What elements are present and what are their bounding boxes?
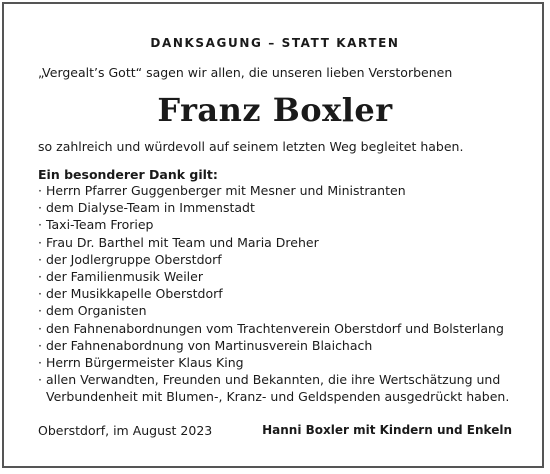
list-item: · der Musikkapelle Oberstdorf bbox=[38, 286, 223, 302]
thanks-heading: Ein besonderer Dank gilt: bbox=[38, 167, 218, 182]
intro-line: „Vergealt’s Gott“ sagen wir allen, die unseren lieben Verstorbenen bbox=[38, 65, 453, 80]
after-name-line: so zahlreich und würdevoll auf seinem letzten Weg begleitet haben. bbox=[38, 139, 464, 154]
list-item: · der Fahnenabordnung von Martinusverein Blaichach bbox=[38, 337, 373, 353]
list-item: · der Jodlergruppe Oberstdorf bbox=[38, 251, 222, 267]
signature: Hanni Boxler mit Kindern und Enkeln bbox=[262, 423, 512, 437]
list-item: · Herrn Pfarrer Guggenberger mit Mesner und Ministranten bbox=[38, 183, 406, 198]
list-item: · dem Dialyse-Team in Immenstadt bbox=[38, 200, 255, 216]
list-item: · dem Organisten bbox=[38, 303, 147, 319]
list-item: · allen Verwandten, Freunden und Bekannten, die ihre Wertschätzung und bbox=[38, 372, 501, 388]
list-item-continuation: Verbundenheit mit Blumen-, Kranz- und Geldspenden ausgedrückt haben. bbox=[46, 389, 510, 405]
thanks-list bbox=[38, 182, 509, 406]
list-item: · Herrn Bürgermeister Klaus King bbox=[38, 355, 244, 371]
list-item: · der Familienmusik Weiler bbox=[38, 269, 203, 285]
deceased-name: Franz Boxler bbox=[157, 91, 393, 129]
list-item: · Taxi-Team Froriep bbox=[38, 217, 154, 233]
list-item: · Frau Dr. Barthel mit Team und Maria Dreher bbox=[38, 234, 319, 250]
list-item: · den Fahnenabordnungen vom Trachtenverein Oberstdorf und Bolsterlang bbox=[38, 320, 504, 336]
notice-heading: DANKSAGUNG – STATT KARTEN bbox=[150, 36, 400, 50]
place-date: Oberstdorf, im August 2023 bbox=[38, 423, 213, 438]
